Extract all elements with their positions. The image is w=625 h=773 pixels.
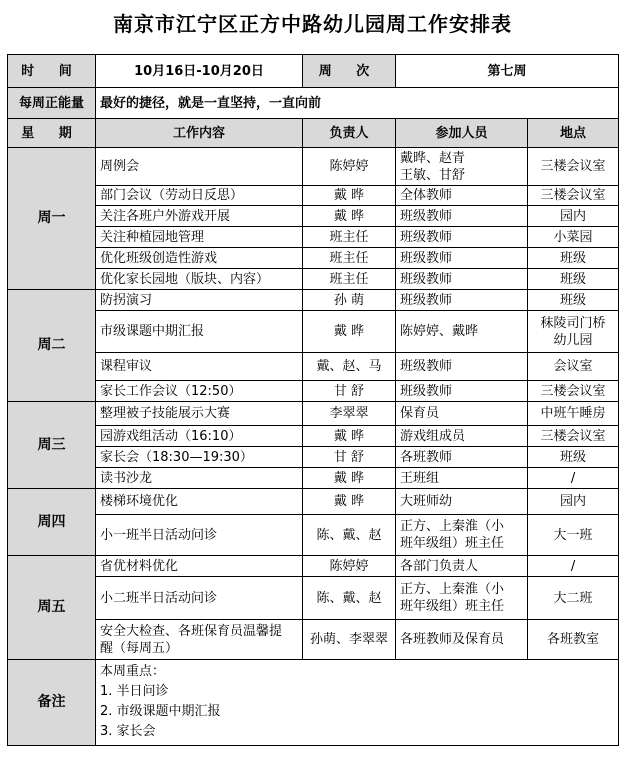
task-participants: 班级教师	[396, 269, 528, 290]
task-participants: 班级教师	[396, 290, 528, 311]
task-participants: 班级教师	[396, 248, 528, 269]
task-location: 园内	[528, 206, 619, 227]
task-location: /	[528, 468, 619, 489]
table-row	[8, 402, 619, 426]
weekday-cell: 周一	[8, 148, 96, 290]
task-content: 小一班半日活动问诊	[96, 515, 303, 556]
task-location: 班级	[528, 447, 619, 468]
task-location: 秣陵司门桥 幼儿园	[528, 311, 619, 353]
task-content: 读书沙龙	[96, 468, 303, 489]
date-range: 10月16日-10月20日	[96, 55, 303, 88]
motto-row	[8, 88, 619, 119]
task-content: 安全大检查、各班保育员温馨提 醒（每周五）	[96, 620, 303, 660]
task-participants: 各班教师及保育员	[396, 620, 528, 660]
task-location: 大一班	[528, 515, 619, 556]
weekday-cell: 周二	[8, 290, 96, 402]
notes-row	[8, 660, 619, 746]
task-location: /	[528, 556, 619, 577]
task-owner: 戴 晔	[303, 311, 396, 353]
task-location: 小菜园	[528, 227, 619, 248]
task-location: 班级	[528, 248, 619, 269]
motto-text: 最好的捷径，就是一直坚持，一直向前	[96, 88, 619, 119]
task-participants: 正方、上秦淮（小 班年级组）班主任	[396, 515, 528, 556]
task-location: 三楼会议室	[528, 426, 619, 447]
notes-item: 2. 市级课题中期汇报	[100, 704, 221, 719]
weekday-cell: 周五	[8, 556, 96, 660]
notes-item: 1. 半日问诊	[100, 684, 169, 699]
page-title: 南京市江宁区正方中路幼儿园周工作安排表	[113, 12, 512, 36]
table-row	[8, 577, 619, 620]
task-participants: 各班教师	[396, 447, 528, 468]
task-location: 三楼会议室	[528, 186, 619, 206]
task-location: 大二班	[528, 577, 619, 620]
task-content: 课程审议	[96, 353, 303, 381]
table-row	[8, 489, 619, 515]
schedule-table	[7, 54, 619, 746]
task-location: 园内	[528, 489, 619, 515]
task-content: 优化班级创造性游戏	[96, 248, 303, 269]
motto-label: 每周正能量	[8, 88, 96, 119]
col-content: 工作内容	[96, 119, 303, 148]
task-content: 小二班半日活动问诊	[96, 577, 303, 620]
task-content: 防拐演习	[96, 290, 303, 311]
table-row	[8, 227, 619, 248]
task-location: 班级	[528, 290, 619, 311]
task-content: 市级课题中期汇报	[96, 311, 303, 353]
col-location: 地点	[528, 119, 619, 148]
table-row	[8, 381, 619, 402]
task-location: 三楼会议室	[528, 381, 619, 402]
week-label: 周 次	[303, 55, 396, 88]
task-owner: 班主任	[303, 227, 396, 248]
table-row	[8, 269, 619, 290]
time-label: 时 间	[8, 55, 96, 88]
task-participants: 各部门负责人	[396, 556, 528, 577]
task-participants: 王班组	[396, 468, 528, 489]
table-row	[8, 353, 619, 381]
task-content: 园游戏组活动（16:10）	[96, 426, 303, 447]
table-row	[8, 290, 619, 311]
task-owner: 戴 晔	[303, 186, 396, 206]
table-row	[8, 556, 619, 577]
table-row	[8, 206, 619, 227]
col-owner: 负责人	[303, 119, 396, 148]
task-owner: 陈婷婷	[303, 148, 396, 186]
notes-item: 3. 家长会	[100, 724, 156, 739]
task-content: 家长会（18:30—19:30）	[96, 447, 303, 468]
task-owner: 孙 萌	[303, 290, 396, 311]
task-participants: 班级教师	[396, 227, 528, 248]
task-owner: 陈、戴、赵	[303, 577, 396, 620]
task-owner: 孙萌、李翠翠	[303, 620, 396, 660]
task-participants: 保育员	[396, 402, 528, 426]
task-owner: 陈婷婷	[303, 556, 396, 577]
task-owner: 戴、赵、马	[303, 353, 396, 381]
table-row	[8, 468, 619, 489]
table-row	[8, 515, 619, 556]
task-content: 省优材料优化	[96, 556, 303, 577]
table-row	[8, 447, 619, 468]
notes-content	[96, 660, 619, 746]
task-participants: 班级教师	[396, 353, 528, 381]
col-weekday: 星 期	[8, 119, 96, 148]
notes-label: 备注	[8, 660, 96, 746]
table-row	[8, 311, 619, 353]
table-row	[8, 426, 619, 447]
task-location: 三楼会议室	[528, 148, 619, 186]
task-content: 楼梯环境优化	[96, 489, 303, 515]
table-row	[8, 248, 619, 269]
task-content: 关注种植园地管理	[96, 227, 303, 248]
weekday-cell: 周三	[8, 402, 96, 489]
table-row	[8, 620, 619, 660]
task-participants: 班级教师	[396, 381, 528, 402]
task-owner: 戴 晔	[303, 206, 396, 227]
task-participants: 班级教师	[396, 206, 528, 227]
task-location: 班级	[528, 269, 619, 290]
task-content: 部门会议（劳动日反思）	[96, 186, 303, 206]
task-participants: 陈婷婷、戴晔	[396, 311, 528, 353]
task-location: 中班午睡房	[528, 402, 619, 426]
task-participants: 全体教师	[396, 186, 528, 206]
task-owner: 班主任	[303, 248, 396, 269]
task-owner: 戴 晔	[303, 468, 396, 489]
task-participants: 游戏组成员	[396, 426, 528, 447]
col-participants: 参加人员	[396, 119, 528, 148]
task-participants: 大班师幼	[396, 489, 528, 515]
task-owner: 甘 舒	[303, 447, 396, 468]
task-owner: 戴 晔	[303, 426, 396, 447]
week-value: 第七周	[396, 55, 619, 88]
task-participants: 戴晔、赵青 王敏、甘舒	[396, 148, 528, 186]
task-content: 家长工作会议（12:50）	[96, 381, 303, 402]
weekday-cell: 周四	[8, 489, 96, 556]
task-location: 会议室	[528, 353, 619, 381]
table-row	[8, 148, 619, 186]
task-location: 各班教室	[528, 620, 619, 660]
task-content: 整理被子技能展示大赛	[96, 402, 303, 426]
task-owner: 李翠翠	[303, 402, 396, 426]
task-content: 周例会	[96, 148, 303, 186]
task-owner: 陈、戴、赵	[303, 515, 396, 556]
task-content: 优化家长园地（版块、内容）	[96, 269, 303, 290]
notes-heading: 本周重点：	[100, 664, 166, 679]
task-participants: 正方、上秦淮（小 班年级组）班主任	[396, 577, 528, 620]
task-content: 关注各班户外游戏开展	[96, 206, 303, 227]
task-owner: 班主任	[303, 269, 396, 290]
task-owner: 甘 舒	[303, 381, 396, 402]
header-row	[8, 55, 619, 88]
table-row	[8, 186, 619, 206]
column-header-row	[8, 119, 619, 148]
task-owner: 戴 晔	[303, 489, 396, 515]
